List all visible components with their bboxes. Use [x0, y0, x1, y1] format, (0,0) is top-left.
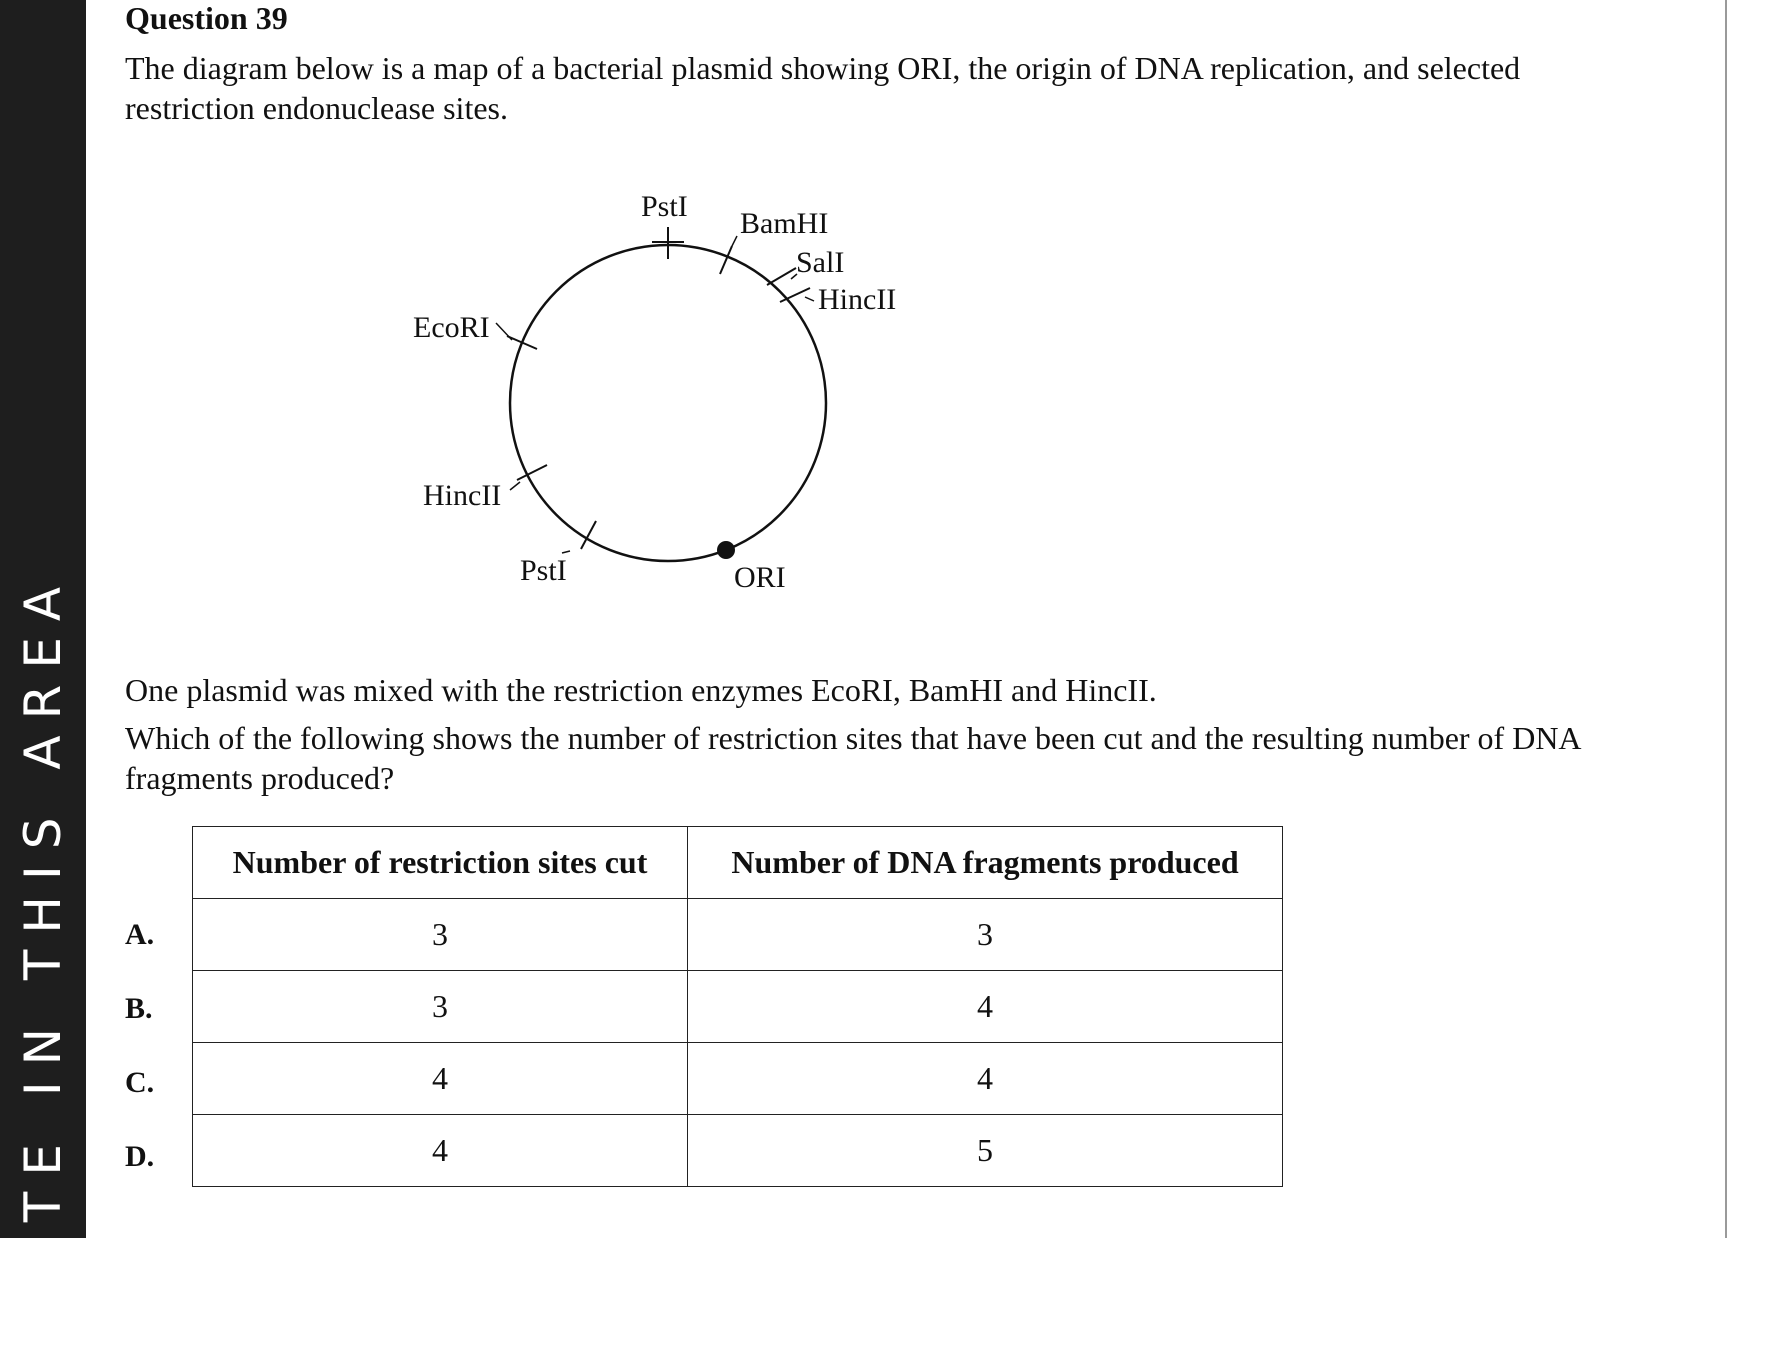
question-title: Question 39 [125, 0, 288, 36]
label-sali: SalI [796, 246, 845, 279]
label-bamhi: BamHI [740, 207, 829, 240]
header-sites-cut: Number of restriction sites cut [193, 827, 688, 899]
header-fragments: Number of DNA fragments produced [688, 827, 1283, 899]
site-tick-ecori [507, 336, 537, 349]
leader-hincii-left [510, 482, 520, 490]
mix-statement: One plasmid was mixed with the restriction enzymes EcoRI, BamHI and HincII. [125, 672, 1157, 708]
table-row [193, 1115, 1283, 1187]
leader-ecori [496, 323, 512, 340]
cell-sites: 4 [193, 1115, 688, 1187]
option-c-label[interactable]: C. [125, 1066, 155, 1099]
leader-bamhi [732, 236, 737, 246]
site-tick-hincii-left [517, 465, 547, 480]
ori-dot [717, 541, 735, 559]
cell-sites: 3 [193, 971, 688, 1043]
label-psti-bottom: PstI [520, 554, 567, 587]
table-row [193, 1043, 1283, 1115]
cell-sites: 3 [193, 899, 688, 971]
cell-fragments: 5 [688, 1115, 1283, 1187]
cell-sites: 4 [193, 1043, 688, 1115]
table-row [193, 899, 1283, 971]
answer-table [192, 826, 1283, 1187]
label-ori: ORI [734, 561, 786, 594]
table-header-row [193, 827, 1283, 899]
question-prompt: Which of the following shows the number of restriction sites that have been cut and the resulting number of DNA fragments produced? [125, 720, 1580, 796]
cell-fragments: 3 [688, 899, 1283, 971]
plasmid-circle [510, 245, 826, 561]
question-intro: The diagram below is a map of a bacterial plasmid showing ORI, the origin of DNA replication, and selected restriction endonuclease sites. [125, 50, 1521, 126]
option-b-label[interactable]: B. [125, 992, 153, 1025]
table-row [193, 971, 1283, 1043]
cell-fragments: 4 [688, 971, 1283, 1043]
label-hincii-left: HincII [423, 479, 502, 512]
site-tick-sali [767, 268, 796, 285]
write-in-this-area-label: WRITE IN THIS AREA [14, 570, 72, 1369]
option-d-label[interactable]: D. [125, 1140, 155, 1173]
label-ecori: EcoRI [413, 311, 490, 344]
leader-psti-bottom [562, 551, 570, 553]
label-psti-top: PstI [641, 190, 688, 223]
cell-fragments: 4 [688, 1043, 1283, 1115]
option-a-label[interactable]: A. [125, 918, 155, 951]
label-hincii-right: HincII [818, 283, 897, 316]
leader-hincii-right [805, 297, 814, 301]
site-tick-bamhi [720, 246, 732, 274]
